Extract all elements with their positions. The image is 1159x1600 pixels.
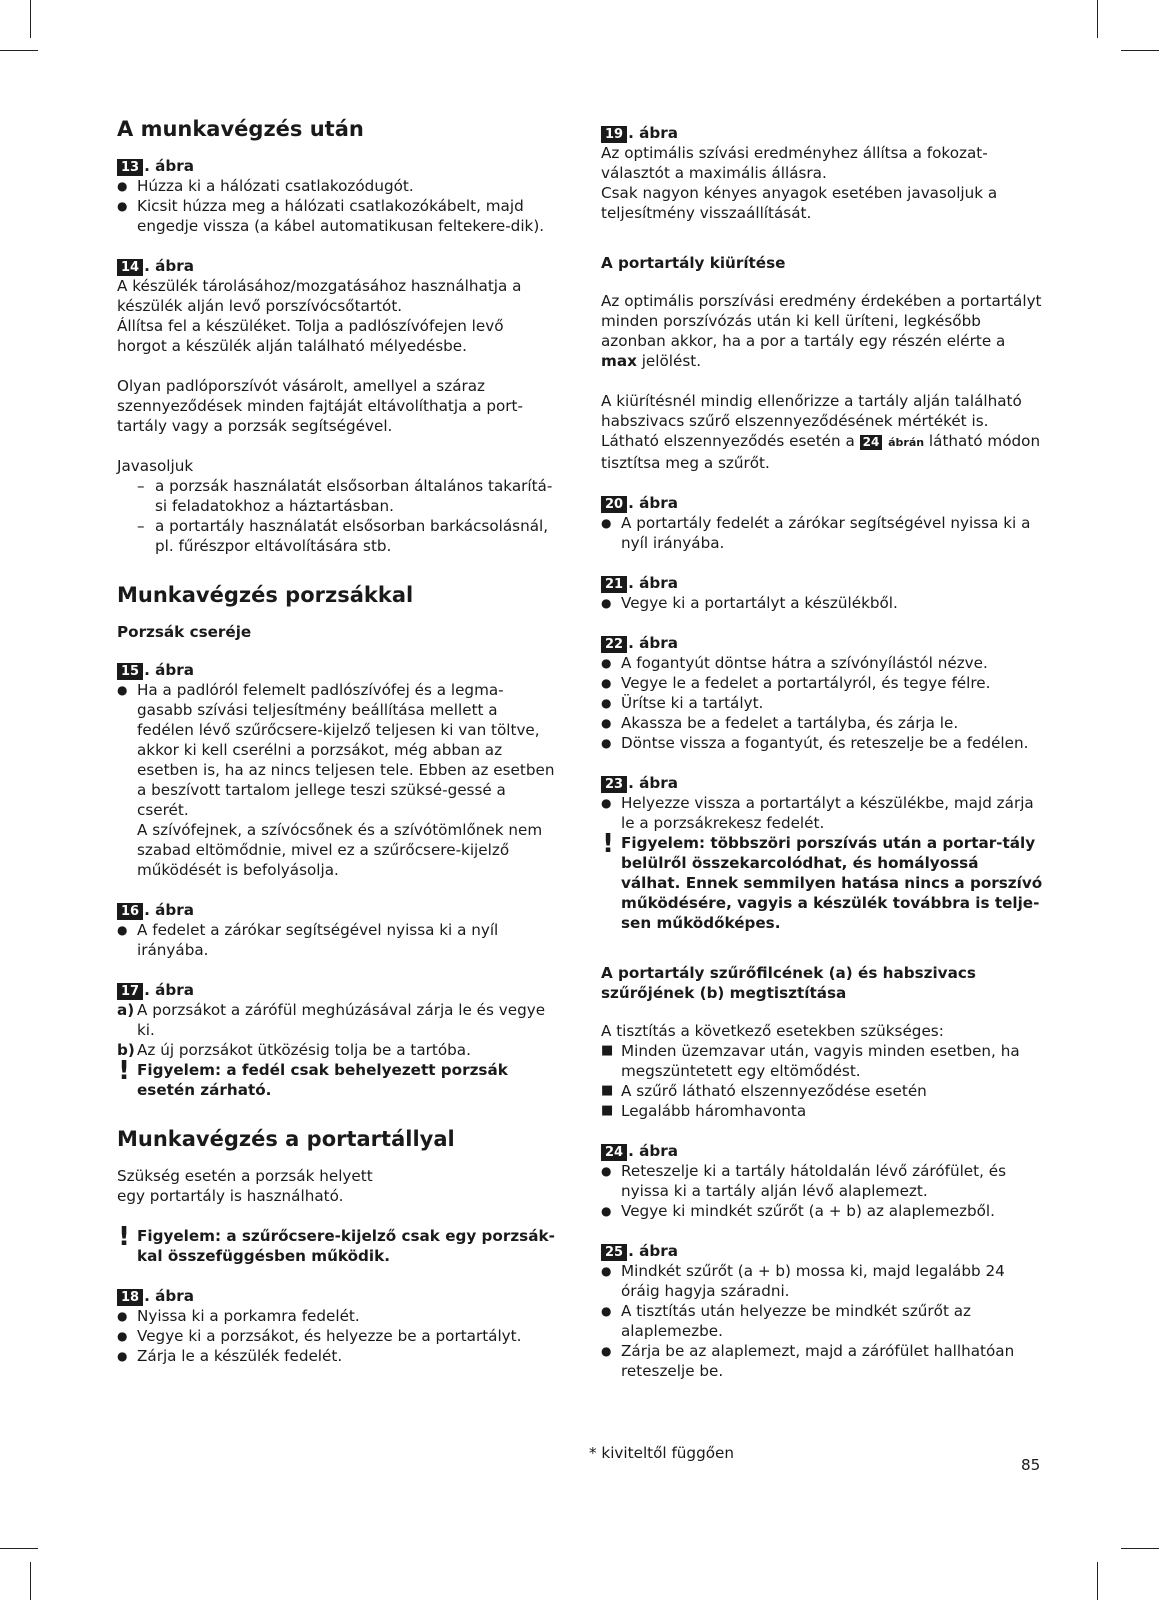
heading-dust-container: Munkavégzés a portartállyal	[117, 1127, 455, 1151]
list-item: ● Húzza ki a hálózati csatlakozódugót.	[117, 176, 557, 196]
warning-note: ! Figyelem: a szűrőcsere-kijelző csak egy porzsák-kal összefüggésben működik.	[118, 1222, 555, 1265]
figure-ref-21: 21 . ábra	[601, 573, 1043, 593]
crop-mark	[1121, 50, 1159, 51]
crop-mark	[1121, 1548, 1159, 1549]
list-f24	[601, 1161, 1043, 1221]
list-f15	[117, 680, 557, 880]
figure-ref-22: 22 . ábra	[601, 633, 1043, 653]
subheading-filter-cleaning: A portartály szűrőfilcének (a) és habszivacs szűrőjének (b) megtisztítása	[601, 964, 976, 1002]
figure-ref-23: 23 . ábra	[601, 773, 1043, 793]
list-f17	[117, 1000, 557, 1060]
list-item: ● Vegye le a fedelet a portartályról, és tegye félre.	[601, 673, 1043, 693]
right-column	[601, 123, 1043, 1401]
list-item: b) Az új porzsákot ütközésig tolja be a tartóba.	[117, 1041, 471, 1059]
list-f25	[601, 1261, 1043, 1381]
list-item: – a portartály használatát elsősorban barkácsolásnál, pl. fűrészpor eltávolítására stb.	[117, 516, 557, 556]
list-item: ● A fogantyút döntse hátra a szívónyílástól nézve.	[601, 653, 1043, 673]
list-item: ■ Legalább háromhavonta	[601, 1101, 1043, 1121]
figure-ref-18: 18 . ábra	[117, 1286, 557, 1306]
paragraph: Javasoljuk	[117, 457, 194, 475]
list-item: ● A fedelet a zárókar segítségével nyissa ki a nyíl irányába.	[117, 920, 557, 960]
subheading-bag-change: Porzsák cseréje	[117, 623, 252, 641]
figure-ref-13: 13 . ábra	[117, 156, 557, 176]
figure-ref-14: 14 . ábra	[117, 256, 557, 276]
left-column	[117, 116, 557, 1386]
paragraph: Az optimális porszívási eredmény érdekében a portartályt minden porszívózás után ki kell üríteni, legkésőbb azonban akkor, ha a por a tartály egy részén elérte a max jelölést.	[601, 292, 1042, 370]
paragraph: Az optimális szívási eredményhez állítsa a fokozat-választót a maximális állásra.	[601, 144, 988, 182]
heading-bag: Munkavégzés porzsákkal	[117, 583, 414, 607]
list-item: ● Vegye ki mindkét szűrőt (a + b) az alaplemezből.	[601, 1201, 1043, 1221]
crop-mark	[30, 0, 31, 38]
footnote: * kiviteltől függően	[589, 1444, 734, 1462]
list-f18	[117, 1306, 557, 1366]
crop-mark	[1097, 1562, 1098, 1600]
figure-ref-17: 17 . ábra	[117, 980, 557, 1000]
list-recommend	[117, 476, 557, 556]
page-number: 85	[1021, 1456, 1041, 1474]
list-item: ● Kicsit húzza meg a hálózati csatlakozókábelt, majd engedje vissza (a kábel automatikusan feltekere-dik).	[117, 196, 557, 236]
list-item: ● Zárja le a készülék fedelét.	[117, 1346, 557, 1366]
list-item: ● Zárja be az alaplemezt, majd a zárófület hallhatóan reteszelje be.	[601, 1341, 1043, 1381]
list-item: ● Vegye ki a porzsákot, és helyezze be a portartályt.	[117, 1326, 557, 1346]
list-item: ● Ürítse ki a tartályt.	[601, 693, 1043, 713]
crop-mark	[1097, 0, 1098, 38]
paragraph: A kiürítésnél mindig ellenőrizze a tartály alján található habszivacs szűrő elszennyeződésének mértékét is. Látható elszennyeződés esetén a 24 ábrán látható módon tisztítsa meg a szűrőt.	[601, 392, 1041, 472]
list-item: ● Döntse vissza a fogantyút, és reteszelje be a fedélen.	[601, 733, 1043, 753]
paragraph: Állítsa fel a készüléket. Tolja a padlószívófejen levő horgot a készülék alján található mélyedésbe.	[117, 317, 504, 355]
list-f13	[117, 176, 557, 236]
list-item: ● Mindkét szűrőt (a + b) mossa ki, majd legalább 24 óráig hagyja száradni.	[601, 1261, 1043, 1301]
crop-mark	[30, 1562, 31, 1600]
paragraph: A készülék tárolásához/mozgatásához használhatja a készülék alján levő porszívócsőtartót.	[117, 277, 522, 315]
paragraph: A tisztítás a következő esetekben szükséges:	[601, 1022, 944, 1040]
list-item: ● Vegye ki a portartályt a készülékből.	[601, 593, 1043, 613]
figure-ref-inline: 24	[860, 435, 883, 450]
subheading-emptying: A portartály kiürítése	[601, 254, 786, 272]
warning-note: ! Figyelem: a fedél csak behelyezett porzsák esetén zárható.	[118, 1056, 508, 1099]
heading-after-work: A munkavégzés után	[117, 117, 364, 141]
list-item: ● A portartály fedelét a zárókar segítségével nyissa ki a nyíl irányába.	[601, 513, 1043, 553]
list-item: ● Ha a padlóról felemelt padlószívófej és a legma-gasabb szívási teljesítmény beállítása mellett a fedélen lévő szűrőcsere-kijelző teljesen ki van töltve, akkor ki kell cserélni a porzsákot, még abban az esetben is, ha az nincs teljesen tele. Ebben az esetben a beszívott tartalom jellege teszi szüksé-gessé a cserét. A szívófejnek, a szívócsőnek és a szívótömlőnek nem szabad eltömődnie, mivel ez a szűrőcsere-kijelző működését is befolyásolja.	[117, 680, 557, 880]
figure-ref-25: 25 . ábra	[601, 1241, 1043, 1261]
figure-ref-16: 16 . ábra	[117, 900, 557, 920]
crop-mark	[0, 1548, 38, 1549]
list-item: a) A porzsákot a zárófül meghúzásával zárja le és vegye ki.	[117, 1001, 546, 1039]
list-f20	[601, 513, 1043, 553]
crop-mark	[0, 50, 38, 51]
figure-ref-15: 15 . ábra	[117, 660, 557, 680]
list-item: ● A tisztítás után helyezze be mindkét szűrőt az alaplemezbe.	[601, 1301, 1043, 1341]
list-item: ● Helyezze vissza a portartályt a készülékbe, majd zárja le a porzsákrekesz fedelét.	[601, 793, 1043, 833]
list-item: ● Nyissa ki a porkamra fedelét.	[117, 1306, 557, 1326]
figure-ref-19: 19 . ábra	[601, 123, 1043, 143]
list-item: – a porzsák használatát elsősorban általános takarítá-si feladatokhoz a háztartásban.	[117, 476, 557, 516]
list-item: ● Reteszelje ki a tartály hátoldalán lévő zárófület, és nyissa ki a tartály alján lévő alaplemezt.	[601, 1161, 1043, 1201]
warning-icon: !	[118, 1222, 130, 1252]
list-f22	[601, 653, 1043, 753]
list-item: ■ A szűrő látható elszennyeződése esetén	[601, 1081, 1043, 1101]
list-f21	[601, 593, 1043, 613]
paragraph: Szükség esetén a porzsák helyett egy portartály is használható.	[117, 1167, 373, 1205]
warning-icon: !	[602, 829, 614, 859]
figure-ref-20: 20 . ábra	[601, 493, 1043, 513]
figure-ref-24: 24 . ábra	[601, 1141, 1043, 1161]
warning-note: ! Figyelem: többszöri porszívás után a portar-tály belülről összekarcolódhat, és homályossá válhat. Ennek semmilyen hatása nincs a porszívó működésére, vagyis a készülék továbbra is telje-sen működőképes.	[602, 829, 1043, 932]
list-item: ● Akassza be a fedelet a tartályba, és zárja le.	[601, 713, 1043, 733]
paragraph: Csak nagyon kényes anyagok esetében javasoljuk a teljesítmény visszaállítását.	[601, 184, 998, 222]
list-f16	[117, 920, 557, 960]
paragraph: Olyan padlóporszívót vásárolt, amellyel a száraz szennyeződések minden fajtáját eltávolíthatja a port-tartály vagy a porzsák segítségével.	[117, 377, 523, 435]
list-filter-cases	[601, 1041, 1043, 1121]
list-f23	[601, 793, 1043, 833]
warning-icon: !	[118, 1056, 130, 1086]
list-item: ■ Minden üzemzavar után, vagyis minden esetben, ha megszüntetett egy eltömődést.	[601, 1041, 1043, 1081]
